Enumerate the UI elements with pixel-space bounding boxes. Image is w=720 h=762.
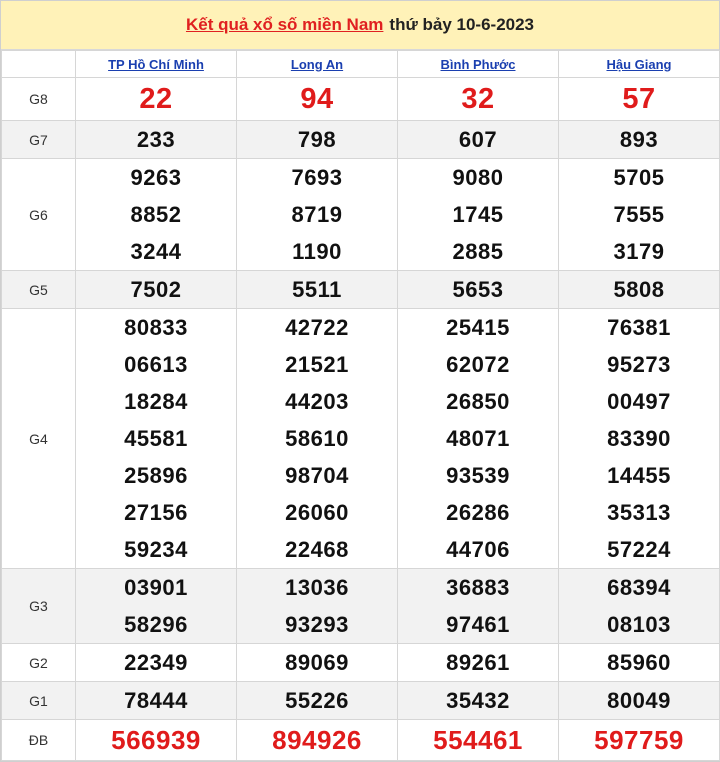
prize-rows (2, 78, 720, 761)
prize-number: 76381 (607, 315, 671, 340)
prize-number: 22349 (124, 650, 188, 675)
prize-cell (398, 271, 559, 309)
prize-number: 58296 (124, 612, 188, 637)
prize-number: 25415 (446, 315, 510, 340)
prize-number: 13036 (285, 575, 349, 600)
prize-cell (559, 271, 720, 309)
province-link[interactable]: Long An (290, 56, 344, 72)
prize-number: 7693 (291, 165, 343, 190)
prize-number: 55226 (285, 688, 349, 713)
prize-cell (76, 271, 237, 309)
prize-number: 85960 (607, 650, 671, 675)
prize-cell (76, 644, 237, 682)
province-header-row (2, 51, 720, 78)
prize-number: 93539 (446, 463, 510, 488)
prize-row (2, 121, 720, 159)
province-header (559, 51, 720, 78)
prize-row (2, 644, 720, 682)
prize-row (2, 271, 720, 309)
prize-cell (237, 271, 398, 309)
prize-number: 22468 (285, 537, 349, 562)
prize-number: 18284 (124, 389, 188, 414)
prize-cell (237, 78, 398, 121)
prize-number: 83390 (607, 426, 671, 451)
prize-number: 1745 (452, 202, 504, 227)
province-link[interactable]: Hậu Giang (606, 56, 672, 72)
prize-number: 27156 (124, 500, 188, 525)
prize-number: 7502 (130, 277, 182, 302)
prize-cell (559, 569, 720, 644)
prize-number: 8852 (130, 202, 182, 227)
prize-label: G8 (2, 78, 76, 121)
prize-cell (398, 569, 559, 644)
prize-number: 94 (300, 83, 334, 115)
prize-number: 45581 (124, 426, 188, 451)
results-title-link[interactable]: Kết quả xổ số miền Nam (185, 15, 384, 34)
prize-row (2, 682, 720, 720)
prize-cell (398, 644, 559, 682)
prize-cell (76, 309, 237, 569)
prize-number: 798 (297, 127, 337, 152)
prize-cell (76, 720, 237, 761)
prize-row (2, 309, 720, 569)
prize-cell (76, 569, 237, 644)
prize-number: 26060 (285, 500, 349, 525)
prize-number: 14455 (607, 463, 671, 488)
prize-number: 89261 (446, 650, 510, 675)
prize-number: 48071 (446, 426, 510, 451)
prize-cell (76, 121, 237, 159)
prize-cell (398, 78, 559, 121)
prize-row (2, 569, 720, 644)
prize-label: G2 (2, 644, 76, 682)
prize-number: 08103 (607, 612, 671, 637)
prize-number: 566939 (111, 725, 201, 755)
prize-cell (398, 159, 559, 271)
prize-number: 62072 (446, 352, 510, 377)
prize-number: 98704 (285, 463, 349, 488)
prize-number: 894926 (272, 725, 362, 755)
prize-cell (76, 682, 237, 720)
prize-number: 597759 (594, 725, 684, 755)
prize-number: 5653 (452, 277, 504, 302)
prize-number: 9263 (130, 165, 182, 190)
prize-number: 78444 (124, 688, 188, 713)
province-link[interactable]: TP Hồ Chí Minh (108, 56, 204, 72)
province-header (237, 51, 398, 78)
prize-cell (237, 720, 398, 761)
province-link[interactable]: Bình Phước (440, 56, 516, 72)
prize-label: G1 (2, 682, 76, 720)
prize-cell (237, 569, 398, 644)
prize-cell (559, 720, 720, 761)
prize-cell (559, 309, 720, 569)
prize-cell (237, 682, 398, 720)
prize-number: 35432 (446, 688, 510, 713)
results-table (1, 50, 720, 761)
prize-label: G5 (2, 271, 76, 309)
prize-number: 44706 (446, 537, 510, 562)
prize-number: 5511 (292, 277, 342, 302)
prize-cell (76, 159, 237, 271)
prize-number: 80049 (607, 688, 671, 713)
corner-cell (2, 51, 76, 78)
prize-number: 35313 (607, 500, 671, 525)
prize-number: 233 (136, 127, 176, 152)
prize-label: G7 (2, 121, 76, 159)
prize-cell (559, 682, 720, 720)
prize-number: 21521 (285, 352, 349, 377)
prize-label: G3 (2, 569, 76, 644)
prize-row (2, 78, 720, 121)
prize-number: 5705 (613, 165, 665, 190)
prize-cell (76, 78, 237, 121)
prize-number: 26850 (446, 389, 510, 414)
prize-number: 06613 (124, 352, 188, 377)
province-header (398, 51, 559, 78)
prize-number: 893 (619, 127, 659, 152)
prize-label: G4 (2, 309, 76, 569)
prize-number: 97461 (446, 612, 510, 637)
prize-number: 36883 (446, 575, 510, 600)
prize-row (2, 159, 720, 271)
prize-cell (237, 121, 398, 159)
prize-number: 44203 (285, 389, 349, 414)
prize-number: 95273 (607, 352, 671, 377)
prize-number: 9080 (452, 165, 504, 190)
results-date: thứ bảy 10-6-2023 (389, 15, 535, 34)
prize-label: G6 (2, 159, 76, 271)
prize-number: 57 (622, 83, 656, 115)
prize-number: 68394 (607, 575, 671, 600)
prize-cell (559, 159, 720, 271)
prize-cell (237, 309, 398, 569)
results-title (1, 1, 719, 50)
prize-number: 89069 (285, 650, 349, 675)
prize-number: 8719 (291, 202, 343, 227)
prize-number: 3179 (613, 239, 665, 264)
prize-label: ĐB (2, 720, 76, 761)
prize-cell (559, 121, 720, 159)
prize-number: 5808 (613, 277, 665, 302)
prize-cell (559, 78, 720, 121)
prize-cell (559, 644, 720, 682)
prize-number: 2885 (452, 239, 504, 264)
prize-number: 00497 (607, 389, 671, 414)
prize-cell (237, 159, 398, 271)
prize-number: 26286 (446, 500, 510, 525)
prize-number: 57224 (607, 537, 671, 562)
prize-number: 59234 (124, 537, 188, 562)
prize-number: 22 (139, 83, 173, 115)
prize-row (2, 720, 720, 761)
prize-number: 93293 (285, 612, 349, 637)
prize-cell (398, 682, 559, 720)
prize-number: 80833 (124, 315, 188, 340)
prize-number: 42722 (285, 315, 349, 340)
prize-cell (398, 121, 559, 159)
prize-number: 03901 (124, 575, 188, 600)
prize-number: 7555 (613, 202, 665, 227)
prize-number: 58610 (285, 426, 349, 451)
province-header (76, 51, 237, 78)
prize-number: 32 (461, 83, 495, 115)
prize-cell (237, 644, 398, 682)
prize-number: 554461 (433, 725, 523, 755)
prize-number: 607 (458, 127, 498, 152)
prize-number: 25896 (124, 463, 188, 488)
prize-number: 1190 (292, 239, 342, 264)
prize-number: 3244 (130, 239, 182, 264)
prize-cell (398, 309, 559, 569)
prize-cell (398, 720, 559, 761)
